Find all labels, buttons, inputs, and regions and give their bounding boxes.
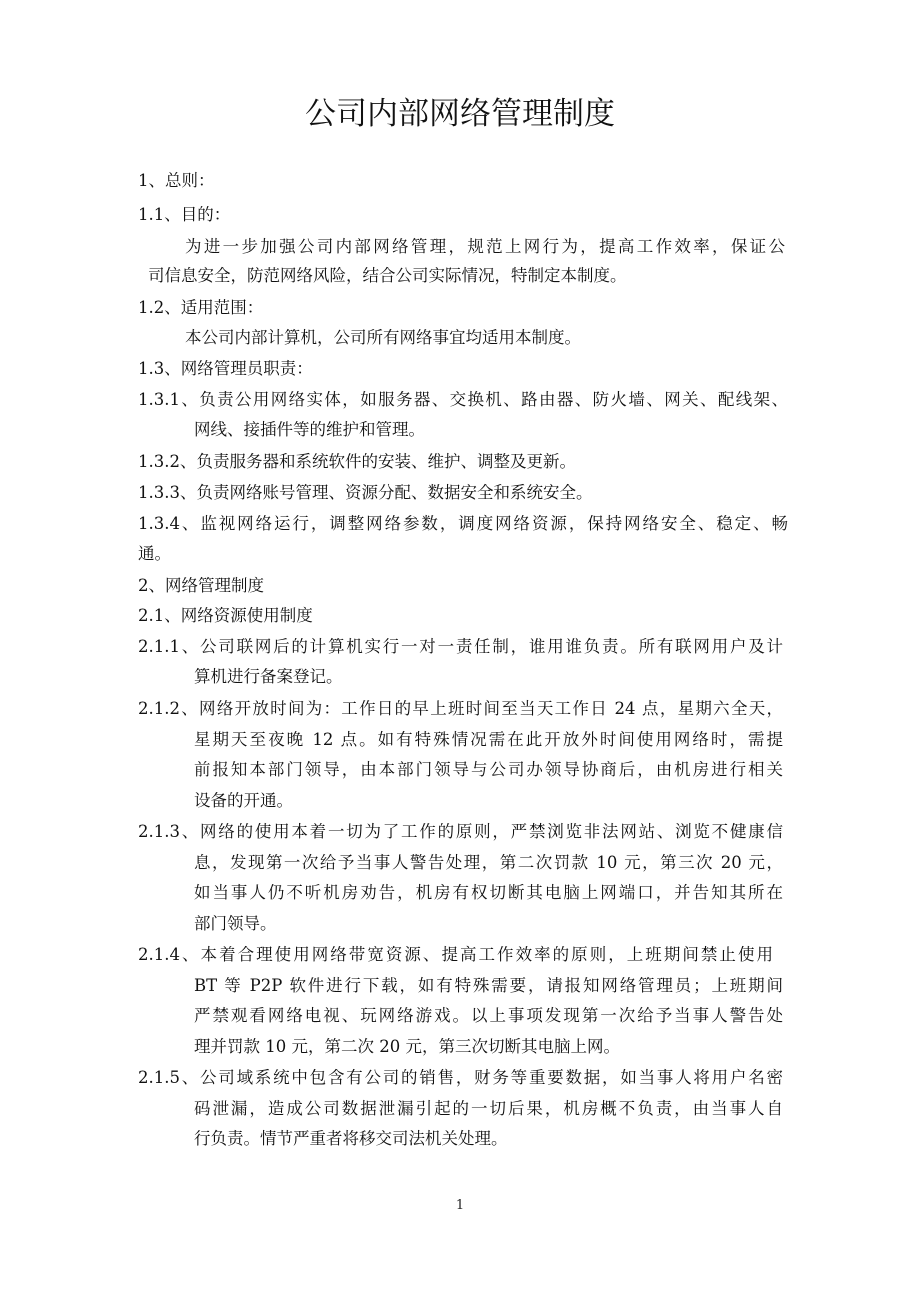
- section-heading: 1、总则：: [138, 171, 215, 190]
- list-item-line: 1.3.3、负责网络账号管理、资源分配、数据安全和系统安全。: [138, 483, 593, 502]
- list-item-line: 2.1.3、网络的使用本着一切为了工作的原则，严禁浏览非法网站、浏览不健康信: [138, 822, 783, 841]
- list-item-continuation: 网线、接插件等的维护和管理。: [194, 420, 425, 439]
- list-item-continuation: 行负责。情节严重者将移交司法机关处理。: [194, 1129, 508, 1148]
- paragraph-line: 本公司内部计算机，公司所有网络事宜均适用本制度。: [185, 328, 581, 347]
- list-item-continuation: 算机进行备案登记。: [194, 667, 343, 686]
- list-item-continuation: 码泄漏，造成公司数据泄漏引起的一切后果，机房概不负责，由当事人自: [194, 1099, 783, 1118]
- paragraph-line: 为进一步加强公司内部网络管理，规范上网行为，提高工作效率，保证公: [185, 237, 785, 256]
- list-item-continuation: 如当事人仍不听机房劝告，机房有权切断其电脑上网端口，并告知其所在: [194, 883, 783, 902]
- subsection-heading: 1.1、目的：: [138, 205, 231, 224]
- list-item-continuation: 前报知本部门领导，由本部门领导与公司办领导协商后，由机房进行相关: [194, 760, 783, 779]
- subsection-heading: 1.3、网络管理员职责：: [138, 359, 313, 378]
- list-item-line: 2.1.2、网络开放时间为：工作日的早上班时间至当天工作日 24 点，星期六全天，: [138, 699, 783, 718]
- list-item-line: 2.1.1、公司联网后的计算机实行一对一责任制，谁用谁负责。所有联网用户及计: [138, 637, 783, 656]
- paragraph-line: 司信息安全，防范网络风险，结合公司实际情况，特制定本制度。: [148, 266, 627, 285]
- subsection-heading: 1.2、适用范围：: [138, 298, 264, 317]
- list-item-continuation: 严禁观看网络电视、玩网络游戏。以上事项发现第一次给予当事人警告处: [194, 1006, 783, 1025]
- list-item-continuation: 息，发现第一次给予当事人警告处理，第二次罚款 10 元，第三次 20 元，: [194, 853, 783, 872]
- list-item-continuation: 通。: [138, 544, 171, 563]
- subsection-heading: 2.1、网络资源使用制度: [138, 606, 313, 625]
- list-item-line: 2.1.4、本着合理使用网络带宽资源、提高工作效率的原则，上班期间禁止使用: [138, 945, 773, 964]
- list-item-line: 1.3.1、负责公用网络实体，如服务器、交换机、路由器、防火墙、网关、配线架、: [138, 390, 788, 409]
- list-item-line: 1.3.4、监视网络运行，调整网络参数，调度网络资源，保持网络安全、稳定、畅: [138, 514, 788, 533]
- list-item-line: 1.3.2、负责服务器和系统软件的安装、维护、调整及更新。: [138, 452, 576, 471]
- list-item-continuation: 设备的开通。: [194, 791, 293, 810]
- list-item-continuation: BT 等 P2P 软件进行下载，如有特殊需要，请报知网络管理员；上班期间: [194, 976, 783, 995]
- section-heading: 2、网络管理制度: [138, 576, 264, 595]
- page-number: 1: [455, 1198, 465, 1213]
- list-item-line: 2.1.5、公司域系统中包含有公司的销售，财务等重要数据，如当事人将用户名密: [138, 1068, 783, 1087]
- list-item-continuation: 星期天至夜晚 12 点。如有特殊情况需在此开放外时间使用网络时，需提: [194, 730, 783, 749]
- document-title: 公司内部网络管理制度: [305, 96, 615, 132]
- list-item-continuation: 理并罚款 10 元，第二次 20 元，第三次切断其电脑上网。: [194, 1037, 620, 1056]
- list-item-continuation: 部门领导。: [194, 914, 277, 933]
